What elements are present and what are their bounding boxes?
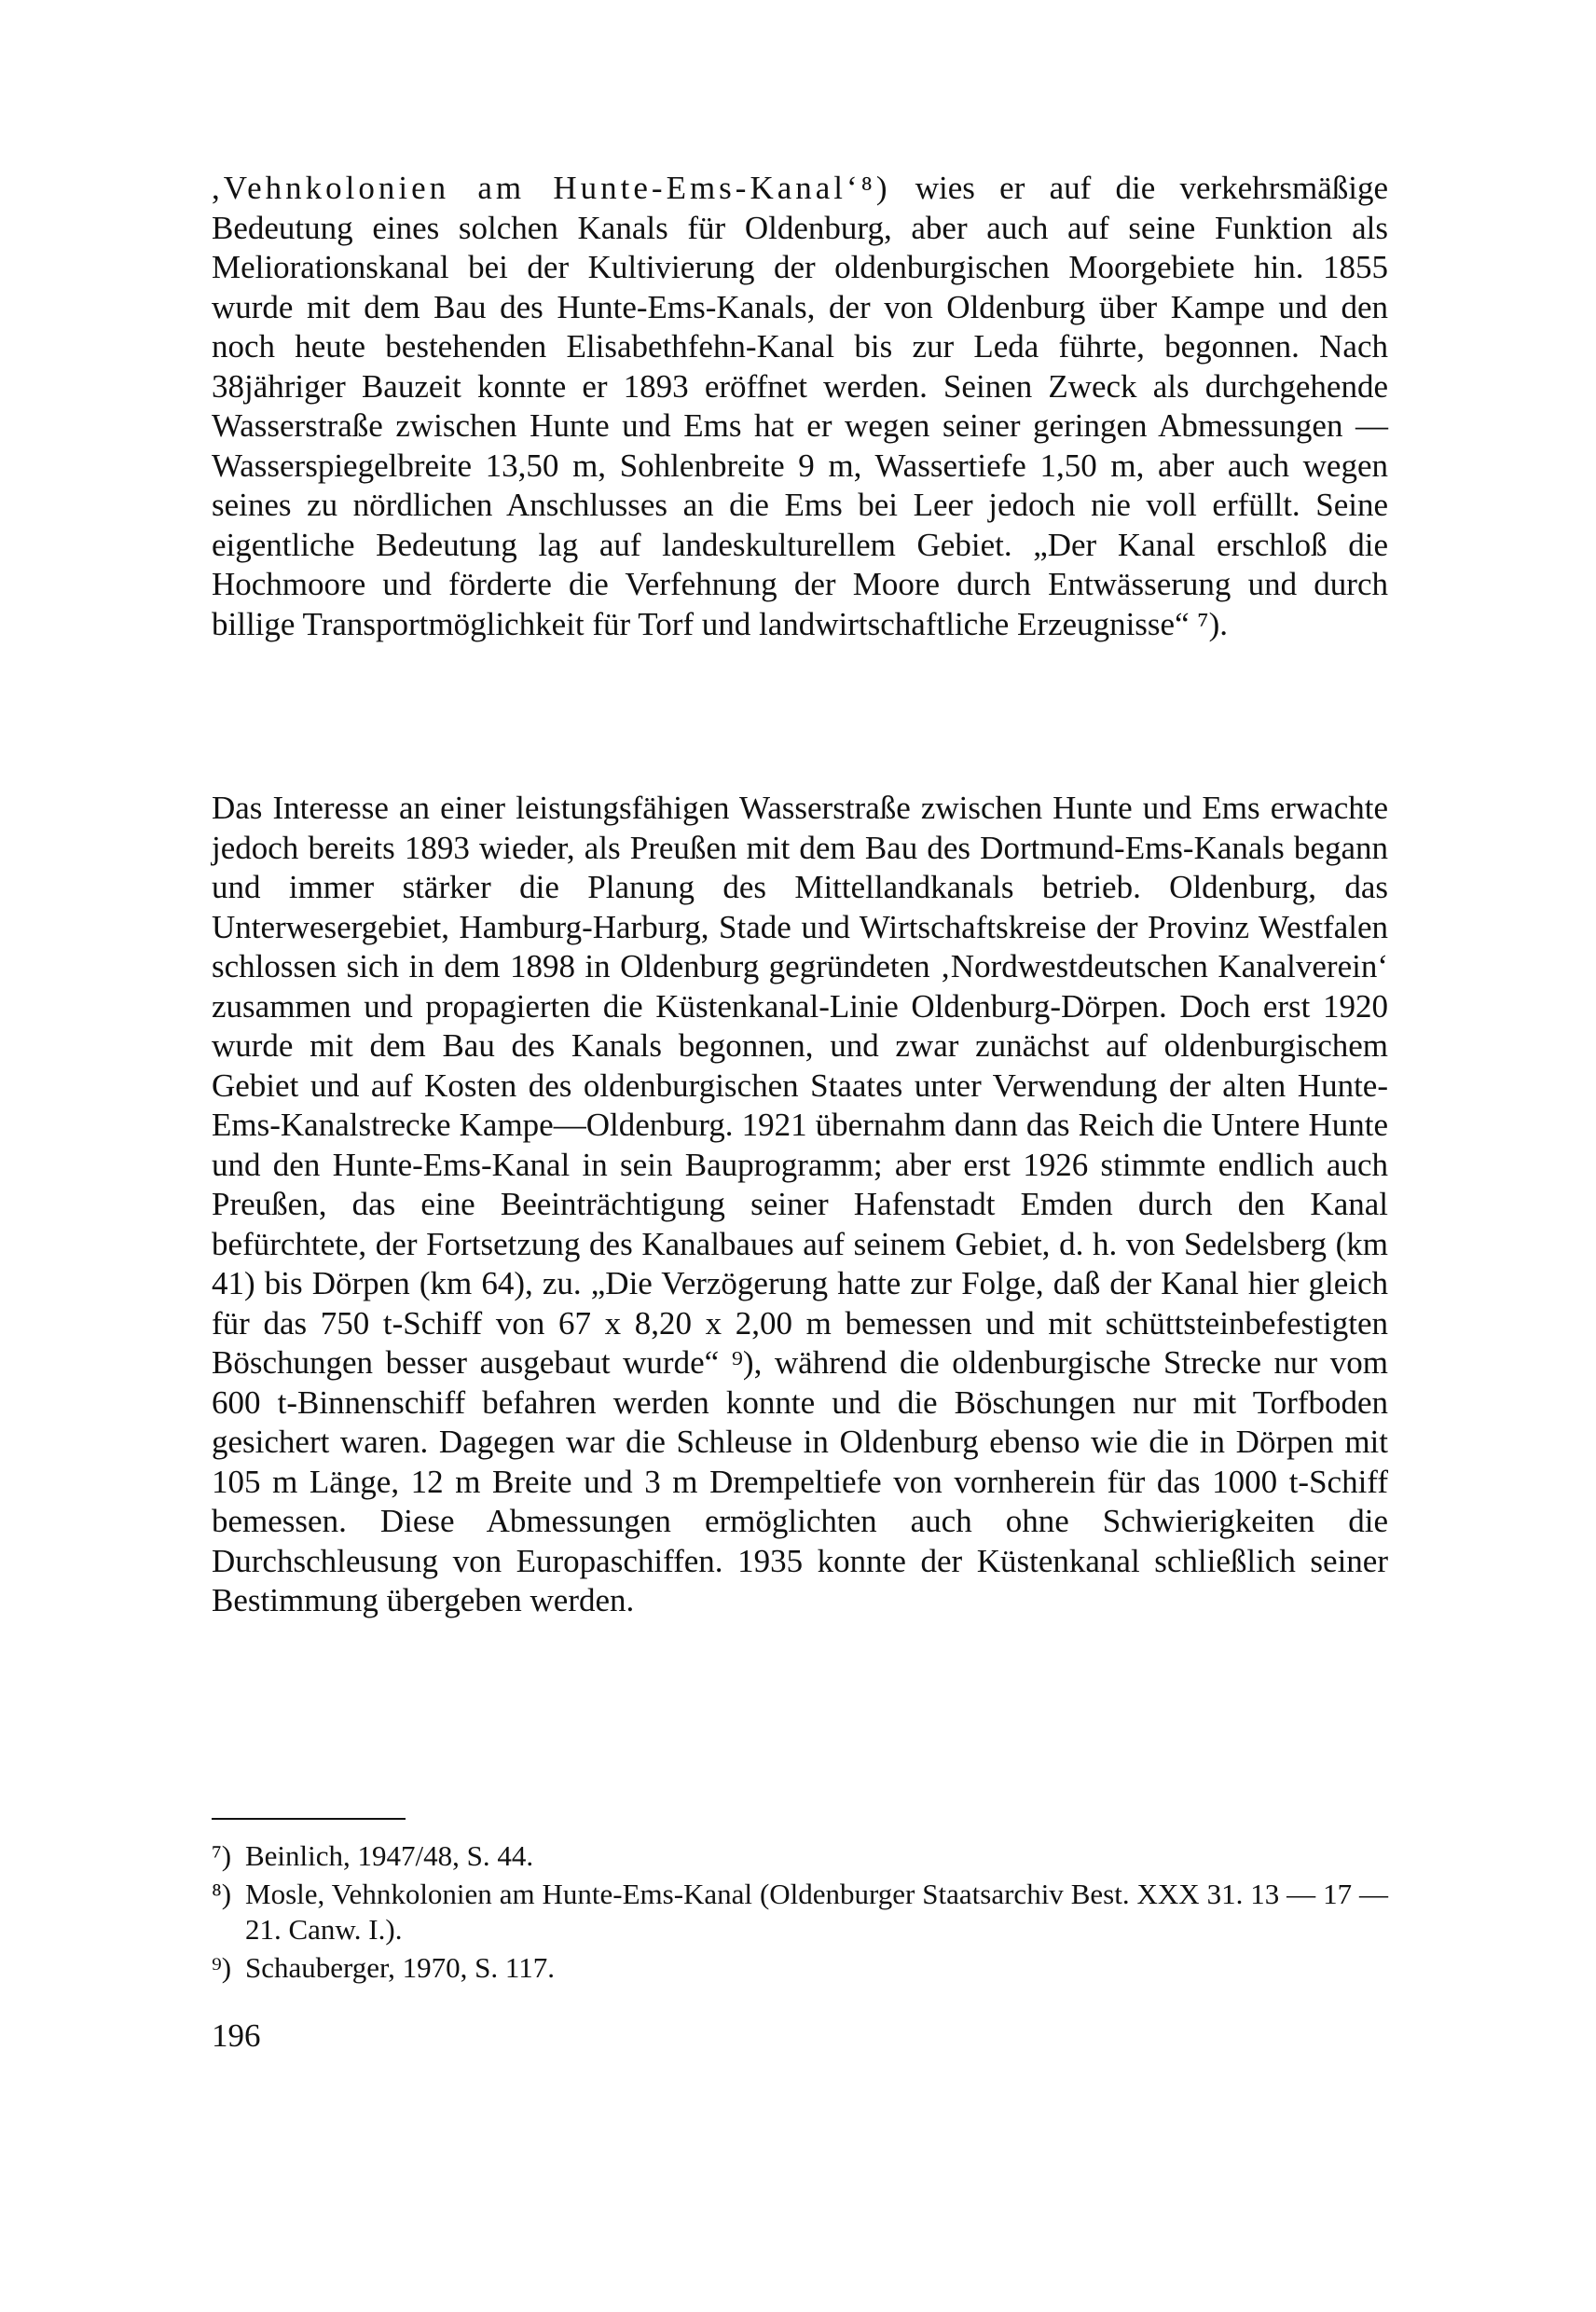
footnote-text: Mosle, Vehnkolonien am Hunte-Ems-Kanal (Oldenburger Staatsarchiv Best. XXX 31. 13 — 17 — 21. Canw. I.).: [245, 1878, 1388, 1946]
paragraph-vehnkolonien: [212, 169, 1388, 644]
footnote-mark: ⁸): [212, 1878, 232, 1910]
footnote-text: Schauberger, 1970, S. 117.: [245, 1951, 555, 1984]
footnote-mark: ⁹): [212, 1951, 232, 1984]
footnote-9: [212, 1950, 1388, 1986]
footnote-text: Beinlich, 1947/48, S. 44.: [245, 1839, 534, 1872]
paragraph-text: Das Interesse an einer leistungsfähigen Wasserstraße zwischen Hunte und Ems erwachte jedoch bereits 1893 wieder, als Preußen mit dem Bau des Dortmund-Ems-Kanals begann und immer stärker die Planung des Mittellandkanals betrieb. Oldenburg, das Unterwesergebiet, Hamburg-Harburg, Stade und Wirtschaftskreise der Provinz Westfalen schlossen sich in dem 1898 in Oldenburg gegründeten ‚Nordwestdeutschen Kanalverein‘ zusammen und propagierten die Küstenkanal-Linie Oldenburg-Dörpen. Doch erst 1920 wurde mit dem Bau des Kanals begonnen, und zwar zunächst auf oldenburgischem Gebiet und auf Kosten des oldenburgischen Staates unter Verwendung der alten Hunte-Ems-Kanalstrecke Kampe—Oldenburg. 1921 übernahm dann das Reich die Untere Hunte und den Hunte-Ems-Kanal in sein Bauprogramm; aber erst 1926 stimmte endlich auch Preußen, das eine Beeinträchtigung seiner Hafenstadt Emden durch den Kanal befürchtete, der Fortsetzung des Kanalbaues auf seinem Gebiet, d. h. von Sedelsberg (km 41) bis Dörpen (km 64), zu. „Die Verzögerung hatte zur Folge, daß der Kanal hier gleich für das 750 t-Schiff von 67 x 8,20 x 2,00 m bemessen und mit schüttsteinbefestigten Böschungen besser ausgebaut wurde“ ⁹), während die oldenburgische Strecke nur vom 600 t-Binnenschiff befahren werden konnte und die Böschungen nur mit Torfboden gesichert waren. Dagegen war die Schleuse in Oldenburg ebenso wie die in Dörpen mit 105 m Länge, 12 m Breite und 3 m Drempeltiefe von vornherein für das 1000 t-Schiff bemessen. Diese Abmessungen ermöglichten auch ohne Schwierigkeiten die Durchschleusung von Europaschiffen. 1935 konnte der Küstenkanal schließlich seiner Bestimmung übergeben werden.: [212, 790, 1388, 1618]
spaced-title-quote: ,Vehnkolonien am Hunte-Ems-Kanal‘⁸): [212, 170, 891, 206]
footnote-mark: ⁷): [212, 1839, 232, 1872]
footnote-8: [212, 1877, 1388, 1947]
paragraph-kuestenkanal: [212, 789, 1388, 1621]
footnote-7: [212, 1838, 1388, 1874]
paragraph-body: wies er auf die verkehrsmäßige Bedeutung eines solchen Kanals für Oldenburg, aber auch auf seine Funktion als Meliorationskanal bei der Kultivierung der oldenburgischen Moorgebiete hin. 1855 wurde mit dem Bau des Hunte-Ems-Kanals, der von Oldenburg über Kampe und den noch heute bestehenden Elisabethfehn-Kanal bis zur Leda führte, begonnen. Nach 38jähriger Bauzeit konnte er 1893 eröffnet werden. Seinen Zweck als durchgehende Wasserstraße zwischen Hunte und Ems hat er wegen seiner geringen Abmessungen — Wasserspiegelbreite 13,50 m, Sohlenbreite 9 m, Wassertiefe 1,50 m, aber auch wegen seines zu nördlichen Anschlusses an die Ems bei Leer jedoch nie voll erfüllt. Seine eigentliche Bedeutung lag auf landeskulturellem Gebiet. „Der Kanal erschloß die Hochmoore und förderte die Verfehnung der Moore durch Entwässerung und durch billige Transportmöglichkeit für Torf und landwirtschaftliche Erzeugnisse“ ⁷).: [212, 170, 1389, 642]
footnote-divider: [212, 1818, 406, 1820]
page-number: 196: [212, 2017, 261, 2054]
paragraph-text: [212, 169, 1388, 644]
footnotes: [212, 1838, 1388, 1989]
